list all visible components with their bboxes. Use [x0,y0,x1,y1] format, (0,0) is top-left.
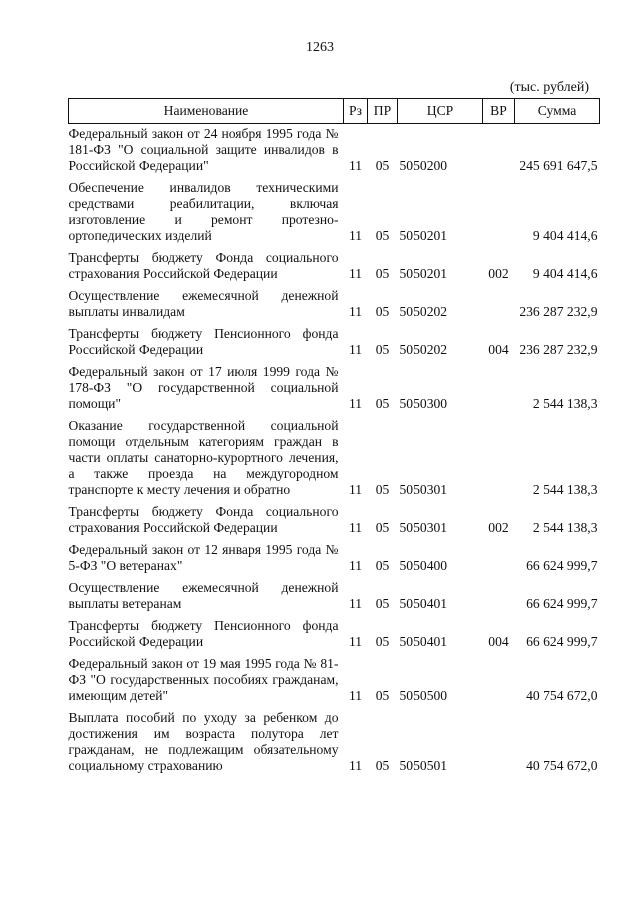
row-sum: 40 754 672,0 [526,688,598,703]
table-row [69,178,600,248]
row-vr: 004 [488,342,509,357]
header-csr: ЦСР [398,99,483,124]
row-name: Федеральный закон от 12 января 1995 года № 5-ФЗ "О ветеранах" [68,542,339,573]
table-row [69,362,600,416]
table-row [69,654,600,708]
row-name: Обеспечение инвалидов техническими средствами реабилитации, включая изготовление и ремонт протезно-ортопедических изделий [68,180,339,243]
row-csr: 5050401 [399,634,448,649]
page-number: 1263 [306,40,334,55]
table-header-row [69,99,600,124]
row-csr: 5050200 [399,158,448,173]
row-rz: 11 [348,342,363,357]
row-vr: 004 [488,634,509,649]
row-vr [483,362,515,416]
row-csr: 5050401 [399,596,448,611]
table-row [69,324,600,362]
row-name: Федеральный закон от 19 мая 1995 года № 81-ФЗ "О государственных пособиях гражданам, имеющим детей" [68,656,339,703]
row-sum: 9 404 414,6 [532,228,598,243]
row-pr: 05 [375,688,390,703]
row-vr [483,416,515,502]
table-row [69,708,600,778]
row-rz: 11 [348,688,363,703]
row-vr [483,578,515,616]
row-vr [483,654,515,708]
row-csr: 5050202 [399,304,448,319]
row-sum: 2 544 138,3 [532,396,598,411]
row-csr: 5050300 [399,396,448,411]
header-rz: Рз [344,99,368,124]
header-sum: Сумма [515,99,600,124]
row-vr: 002 [488,520,509,535]
row-pr: 05 [375,558,390,573]
row-name: Выплата пособий по уходу за ребенком до достижения им возраста полутора лет гражданам, не подлежащим обязательному социальному страхованию [68,710,339,773]
row-csr: 5050201 [399,266,448,281]
table-row [69,248,600,286]
row-pr: 05 [375,634,390,649]
row-sum: 245 691 647,5 [519,158,598,173]
row-name: Трансферты бюджету Фонда социального страхования Российской Федерации [68,504,339,535]
row-csr: 5050500 [399,688,448,703]
row-sum: 66 624 999,7 [526,558,598,573]
row-sum: 40 754 672,0 [526,758,598,773]
row-pr: 05 [375,342,390,357]
row-name: Трансферты бюджету Пенсионного фонда Российской Федерации [68,618,339,649]
table-row [69,540,600,578]
row-sum: 2 544 138,3 [532,520,598,535]
row-vr [483,708,515,778]
row-rz: 11 [348,520,363,535]
row-vr [483,124,515,179]
row-rz: 11 [348,158,363,173]
row-rz: 11 [348,228,363,243]
row-pr: 05 [375,158,390,173]
table-row [69,416,600,502]
table-row [69,578,600,616]
header-vr: ВР [483,99,515,124]
row-rz: 11 [348,266,363,281]
row-rz: 11 [348,758,363,773]
row-name: Оказание государственной социальной помощи отдельным категориям граждан в части оплаты санаторно-курортного лечения, а также проезда на междугородном транспорте к месту лечения и обратно [68,418,339,497]
row-csr: 5050201 [399,228,448,243]
row-rz: 11 [348,396,363,411]
row-rz: 11 [348,634,363,649]
row-rz: 11 [348,304,363,319]
row-pr: 05 [375,266,390,281]
row-pr: 05 [375,482,390,497]
row-csr: 5050202 [399,342,448,357]
table-row [69,286,600,324]
row-vr [483,286,515,324]
row-rz: 11 [348,558,363,573]
budget-table [68,98,600,778]
row-vr [483,540,515,578]
table-row [69,124,600,179]
row-name: Осуществление ежемесячной денежной выплаты ветеранам [68,580,339,611]
row-pr: 05 [375,596,390,611]
row-csr: 5050301 [399,482,448,497]
row-csr: 5050400 [399,558,448,573]
row-sum: 2 544 138,3 [532,482,598,497]
table-row [69,502,600,540]
row-csr: 5050301 [399,520,448,535]
row-pr: 05 [375,396,390,411]
header-name: Наименование [69,99,344,124]
row-sum: 66 624 999,7 [526,596,598,611]
row-pr: 05 [375,520,390,535]
row-sum: 66 624 999,7 [526,634,598,649]
row-sum: 236 287 232,9 [519,304,598,319]
row-name: Осуществление ежемесячной денежной выплаты инвалидам [68,288,339,319]
row-rz: 11 [348,482,363,497]
row-vr [483,178,515,248]
row-name: Федеральный закон от 17 июля 1999 года № 178-ФЗ "О государственной социальной помощи" [68,364,339,411]
row-sum: 9 404 414,6 [532,266,598,281]
header-pr: ПР [368,99,398,124]
row-name: Трансферты бюджету Пенсионного фонда Российской Федерации [68,326,339,357]
row-name: Трансферты бюджету Фонда социального страхования Российской Федерации [68,250,339,281]
row-sum: 236 287 232,9 [519,342,598,357]
row-vr: 002 [488,266,509,281]
row-pr: 05 [375,304,390,319]
row-pr: 05 [375,228,390,243]
units-note: (тыс. рублей) [509,80,589,95]
table-row [69,616,600,654]
row-pr: 05 [375,758,390,773]
row-csr: 5050501 [399,758,448,773]
row-rz: 11 [348,596,363,611]
row-name: Федеральный закон от 24 ноября 1995 года № 181-ФЗ "О социальной защите инвалидов в Российской Федерации" [68,126,339,173]
